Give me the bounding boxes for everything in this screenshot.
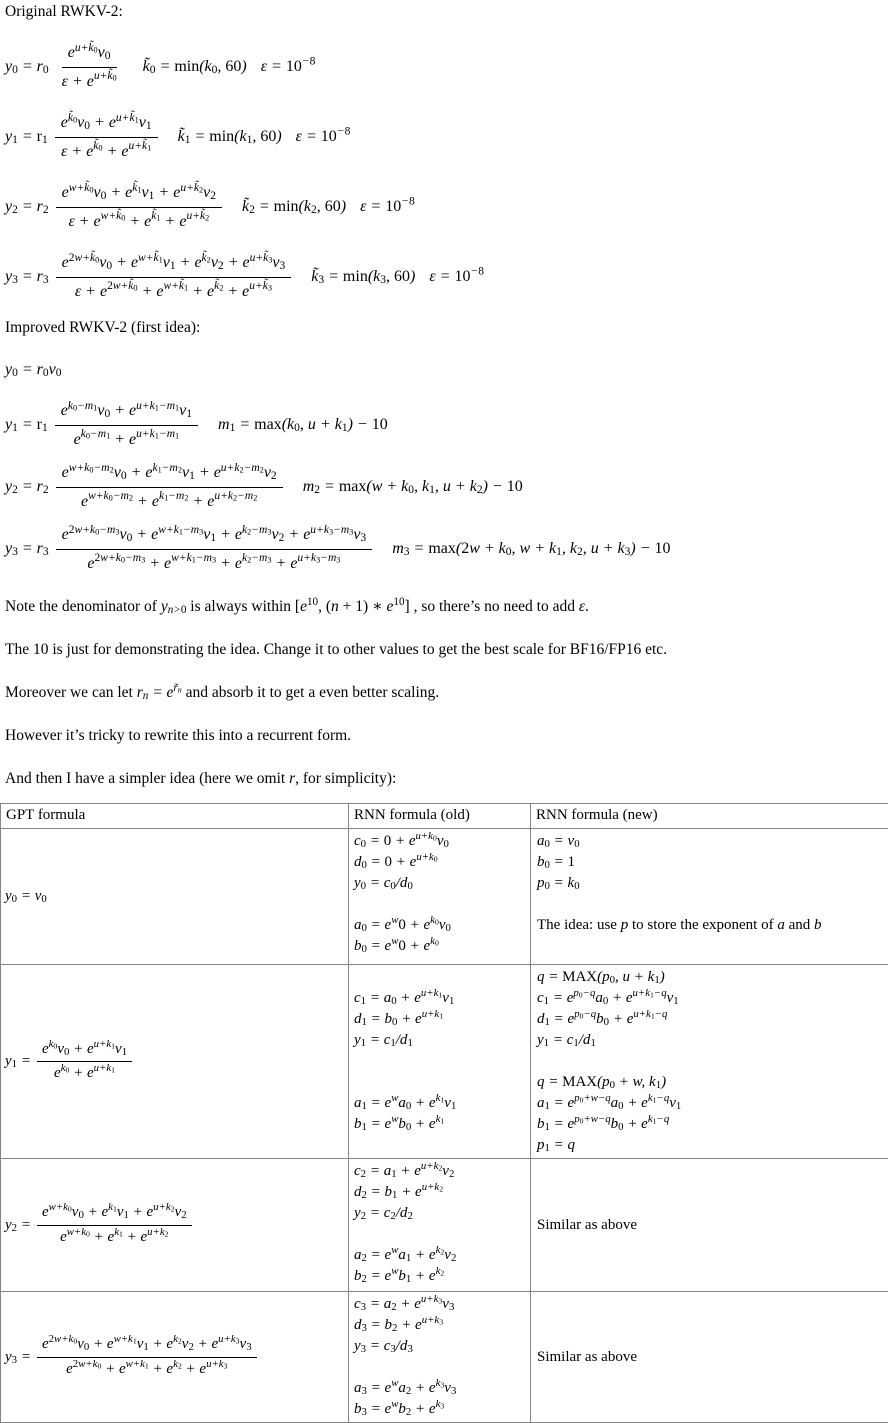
formula-line: $a_1 = e^{p_0+w-q}a_0 + e^{k_1-q}v_1$ bbox=[537, 1092, 682, 1112]
side-condition: $\varepsilon = 10^{-8}$ bbox=[360, 195, 415, 215]
fraction bbox=[56, 461, 283, 513]
formula-line bbox=[354, 967, 526, 988]
side-condition: $k̃_3 = \min(k_3$, 60) bbox=[311, 268, 416, 287]
denominator: $\varepsilon + e^{k̃_0} + e^{u+k̃_1}$ bbox=[61, 140, 152, 160]
formula-line: $d_1 = b_0 + e^{u+k_1}$ bbox=[354, 1008, 444, 1028]
equation-lhs: $y_2 = r_2$ bbox=[5, 198, 49, 217]
formula-line: $b_0 = 1$ bbox=[537, 854, 576, 871]
paragraph: However it’s tricky to rewrite this into a recurrent form. bbox=[5, 727, 352, 744]
table-header-rnn-formula-new: RNN formula (new) bbox=[531, 804, 888, 829]
formula-line: $q = MAX(p_0$, $u + k_1$) bbox=[537, 969, 665, 986]
rnn-formula-new-cell bbox=[531, 965, 888, 1159]
formula-line bbox=[354, 1357, 526, 1378]
formula-line: $y_0 = v_0$ bbox=[5, 888, 47, 905]
equation-lhs: $y_1$ = bbox=[5, 1053, 31, 1070]
gpt-formula-cell bbox=[1, 829, 349, 965]
formula-line: $y_2 = c_2/d_2$ bbox=[354, 1205, 413, 1222]
equation bbox=[5, 32, 882, 102]
side-condition: $m_1 = \max(k_0$, $u + k_1) - 10$ bbox=[218, 416, 388, 435]
notes bbox=[5, 580, 882, 789]
side-condition: $k̃_2 = \min(k_2$, 60) bbox=[241, 198, 347, 217]
table-row bbox=[1, 1159, 888, 1292]
numerator: $e^{k_0-m_1}v_0 + e^{u+k_1-m_1}v_1$ bbox=[55, 399, 198, 426]
rnn-formula-old-cell bbox=[349, 965, 531, 1159]
side-condition: $\varepsilon = 10^{-8}$ bbox=[260, 55, 316, 75]
side-condition: $\varepsilon = 10^{-8}$ bbox=[295, 125, 351, 145]
denominator: $e^{w+k_0-m_2} + e^{k_1-m_2} + e^{u+k_2-m_2}$ bbox=[80, 490, 258, 510]
formula-line: $b_1 = e^{p_0+w-q}b_0 + e^{k_1-q}$ bbox=[537, 1113, 670, 1133]
formula-line: $b_3 = e^wb_2 + e^{k_3}$ bbox=[354, 1398, 445, 1418]
side-condition: $k̃_0 = \min(k_0$, 60) bbox=[142, 58, 247, 77]
original-equations bbox=[5, 32, 882, 312]
equation-lhs: $y_1 = r_1$ bbox=[5, 128, 48, 147]
equation bbox=[5, 102, 882, 172]
formula-line: $a_3 = e^wa_2 + e^{k_3}v_3$ bbox=[354, 1377, 457, 1397]
formula-line bbox=[354, 1051, 526, 1072]
table-row bbox=[1, 965, 888, 1159]
formula-line: $a_0 = e^w0 + e^{k_0}v_0$ bbox=[354, 914, 451, 934]
formula-line: $b_0 = e^w0 + e^{k_0}$ bbox=[354, 935, 439, 955]
paragraph: Moreover we can let $r_n = e^{r̃_n}$ and absorb it to get a even better scaling. bbox=[5, 681, 440, 702]
formula-line: $c_1 = a_0 + e^{u+k_1}v_1$ bbox=[354, 987, 455, 1007]
rnn-formula-new-cell bbox=[531, 829, 888, 965]
formula-line: $d_3 = b_2 + e^{u+k_3}$ bbox=[354, 1314, 444, 1334]
numerator: $e^{w+k_0-m_2}v_0 + e^{k_1-m_2}v_1 + e^{u+k_2-m_2}v_2$ bbox=[56, 461, 283, 488]
rnn-formula-new-cell bbox=[531, 1159, 888, 1292]
fraction bbox=[56, 41, 123, 93]
formula-line: $d_2 = b_1 + e^{u+k_2}$ bbox=[354, 1181, 444, 1201]
formula-line: $a_2 = e^wa_1 + e^{k_2}v_2$ bbox=[354, 1244, 457, 1264]
numerator: $e^{2w+k_0-m_3}v_0 + e^{w+k_1-m_3}v_1 + e^{k_2-m_3}v_2 + e^{u+k_3-m_3}v_3$ bbox=[56, 523, 373, 550]
equation-lhs: $y_0 = r_0$ bbox=[5, 58, 49, 77]
formula-line bbox=[537, 894, 884, 915]
formula-line: $y_1 = c_1/d_1$ bbox=[354, 1032, 413, 1049]
formula-line: $q = MAX(p_0 + w$, $k_1$) bbox=[537, 1074, 667, 1091]
formula-line: $c_0 = 0 + e^{u+k_0}v_0$ bbox=[354, 830, 449, 850]
denominator: $e^{2w+k_0} + e^{w+k_1} + e^{k_2} + e^{u+k_3}$ bbox=[66, 1357, 228, 1377]
side-condition: $m_3 = \max(2w + k_0$, $w + k_1$, $k_2$, $u + k_3) - 10$ bbox=[392, 540, 671, 559]
table-row bbox=[1, 1292, 888, 1423]
section-title-original: Original RWKV-2: bbox=[5, 3, 123, 20]
formula-line: $y_3 = c_3/d_3$ bbox=[354, 1338, 413, 1355]
fraction bbox=[55, 111, 158, 163]
denominator: $\varepsilon + e^{w+k̃_0} + e^{k̃_1} + e^{u+k̃_2}$ bbox=[68, 210, 210, 230]
fraction bbox=[56, 181, 222, 233]
formula-line: $d_1 = e^{p_0-q}b_0 + e^{u+k_1-q}$ bbox=[537, 1008, 668, 1028]
numerator: $e^{w+k̃_0}v_0 + e^{k̃_1}v_1 + e^{u+k̃_2}v_2$ bbox=[56, 181, 222, 208]
gpt-formula-cell bbox=[1, 1292, 349, 1423]
formula-line: $p_1 = q$ bbox=[537, 1137, 576, 1154]
numerator: $e^{k̃_0}v_0 + e^{u+k̃_1}v_1$ bbox=[55, 111, 158, 138]
equation-lhs: $y_2 = r_2$ bbox=[5, 478, 49, 497]
rnn-formula-old-cell bbox=[349, 1159, 531, 1292]
table-header-rnn-formula-old: RNN formula (old) bbox=[349, 804, 531, 829]
table-header-gpt-formula: GPT formula bbox=[1, 804, 349, 829]
equation bbox=[5, 242, 882, 312]
fraction bbox=[55, 399, 198, 451]
improved-equations bbox=[5, 394, 882, 580]
rnn-formula-new-cell bbox=[531, 1292, 888, 1423]
formula-line: $p_0 = k_0$ bbox=[537, 875, 580, 892]
formula-line: The idea: use p to store the exponent of a and b bbox=[537, 917, 822, 933]
equation-lhs: $y_3 = r_3$ bbox=[5, 268, 49, 287]
formula-line: $a_1 = e^wa_0 + e^{k_1}v_1$ bbox=[354, 1092, 457, 1112]
fraction bbox=[37, 1037, 132, 1084]
equation-lhs: $y_2$ = bbox=[5, 1216, 31, 1234]
equation-lhs: $y_3$ = bbox=[5, 1348, 31, 1366]
equation bbox=[5, 518, 882, 580]
fraction bbox=[37, 1335, 257, 1379]
improved-intro-equation bbox=[5, 360, 882, 380]
denominator: $\varepsilon + e^{2w+k̃_0} + e^{w+k̃_1} + e^{k̃_2} + e^{u+k̃_3}$ bbox=[74, 280, 273, 300]
formula-line: Similar as above bbox=[537, 1348, 637, 1365]
numerator: $e^{k_0}v_0 + e^{u+k_1}v_1$ bbox=[37, 1040, 132, 1063]
formula-line: $c_2 = a_1 + e^{u+k_2}v_2$ bbox=[354, 1160, 455, 1180]
formula-line bbox=[354, 1072, 526, 1093]
denominator: $\varepsilon + e^{u+k̃_0}$ bbox=[61, 70, 117, 90]
rnn-formula-old-cell bbox=[349, 1292, 531, 1423]
formula-line: $c_1 = e^{p_0-q}a_0 + e^{u+k_1-q}v_1$ bbox=[537, 987, 679, 1007]
side-condition: $m_2 = \max(w + k_0$, $k_1$, $u + k_2) - 10$ bbox=[302, 478, 523, 497]
equation-lhs: $y_1 = r_1$ bbox=[5, 416, 48, 435]
formula-line: $d_0 = 0 + e^{u+k_0}$ bbox=[354, 851, 438, 871]
equation bbox=[5, 456, 882, 518]
side-condition: $\varepsilon = 10^{-8}$ bbox=[429, 265, 484, 285]
denominator: $e^{k_0} + e^{u+k_1}$ bbox=[54, 1062, 116, 1081]
numerator: $e^{u+k̃_0}v_0$ bbox=[62, 41, 117, 68]
fraction bbox=[37, 1203, 192, 1247]
paragraph: The 10 is just for demonstrating the idea. Change it to other values to get the best scale for BF16/FP16 etc. bbox=[5, 641, 668, 658]
gpt-formula-cell bbox=[1, 1159, 349, 1292]
numerator: $e^{2w+k̃_0}v_0 + e^{w+k̃_1}v_1 + e^{k̃_2}v_2 + e^{u+k̃_3}v_3$ bbox=[56, 251, 292, 278]
equation bbox=[5, 394, 882, 456]
formula-line: $c_3 = a_2 + e^{u+k_3}v_3$ bbox=[354, 1293, 455, 1313]
formula-line: $b_1 = e^wb_0 + e^{k_1}$ bbox=[354, 1113, 445, 1133]
formula-line: $y_1 = c_1/d_1$ bbox=[537, 1032, 596, 1049]
numerator: $e^{2w+k_0}v_0 + e^{w+k_1}v_1 + e^{k_2}v_2 + e^{u+k_3}v_3$ bbox=[37, 1335, 257, 1358]
equation: $y_0 = r_0v_0$ bbox=[5, 361, 62, 380]
fraction bbox=[56, 523, 373, 575]
denominator: $e^{w+k_0} + e^{k_1} + e^{u+k_2}$ bbox=[60, 1225, 169, 1245]
denominator: $e^{k_0-m_1} + e^{u+k_1-m_1}$ bbox=[73, 428, 180, 448]
fraction bbox=[56, 251, 292, 303]
table-header-row bbox=[1, 804, 888, 829]
formula-line: $b_2 = e^wb_1 + e^{k_2}$ bbox=[354, 1265, 445, 1285]
formula-comparison-table bbox=[0, 803, 888, 1423]
table-row bbox=[1, 829, 888, 965]
side-condition: $k̃_1 = \min(k_1$, 60) bbox=[177, 128, 282, 147]
gpt-formula-cell bbox=[1, 965, 349, 1159]
formula-line: $a_0 = v_0$ bbox=[537, 833, 580, 850]
paragraph: Note the denominator of $y_{n>0}$ is always within [$e^{10}$, (n + 1) ∗ $e^{10}$] , so there’s no need to add ε. bbox=[5, 595, 589, 616]
equation bbox=[5, 172, 882, 242]
rnn-formula-old-cell bbox=[349, 829, 531, 965]
formula-line: Similar as above bbox=[537, 1216, 637, 1233]
denominator: $e^{2w+k_0-m_3} + e^{w+k_1-m_3} + e^{k_2-m_3} + e^{u+k_3-m_3}$ bbox=[87, 552, 341, 572]
paragraph: And then I have a simpler idea (here we omit r, for simplicity): bbox=[5, 770, 397, 787]
numerator: $e^{w+k_0}v_0 + e^{k_1}v_1 + e^{u+k_2}v_2$ bbox=[37, 1203, 192, 1226]
section-title-improved: Improved RWKV-2 (first idea): bbox=[5, 319, 201, 336]
formula-line: $y_0 = c_0/d_0$ bbox=[354, 875, 413, 892]
formula-line bbox=[354, 1224, 526, 1245]
formula-line bbox=[354, 894, 526, 915]
equation-lhs: $y_3 = r_3$ bbox=[5, 540, 49, 559]
formula-line bbox=[537, 1051, 884, 1072]
